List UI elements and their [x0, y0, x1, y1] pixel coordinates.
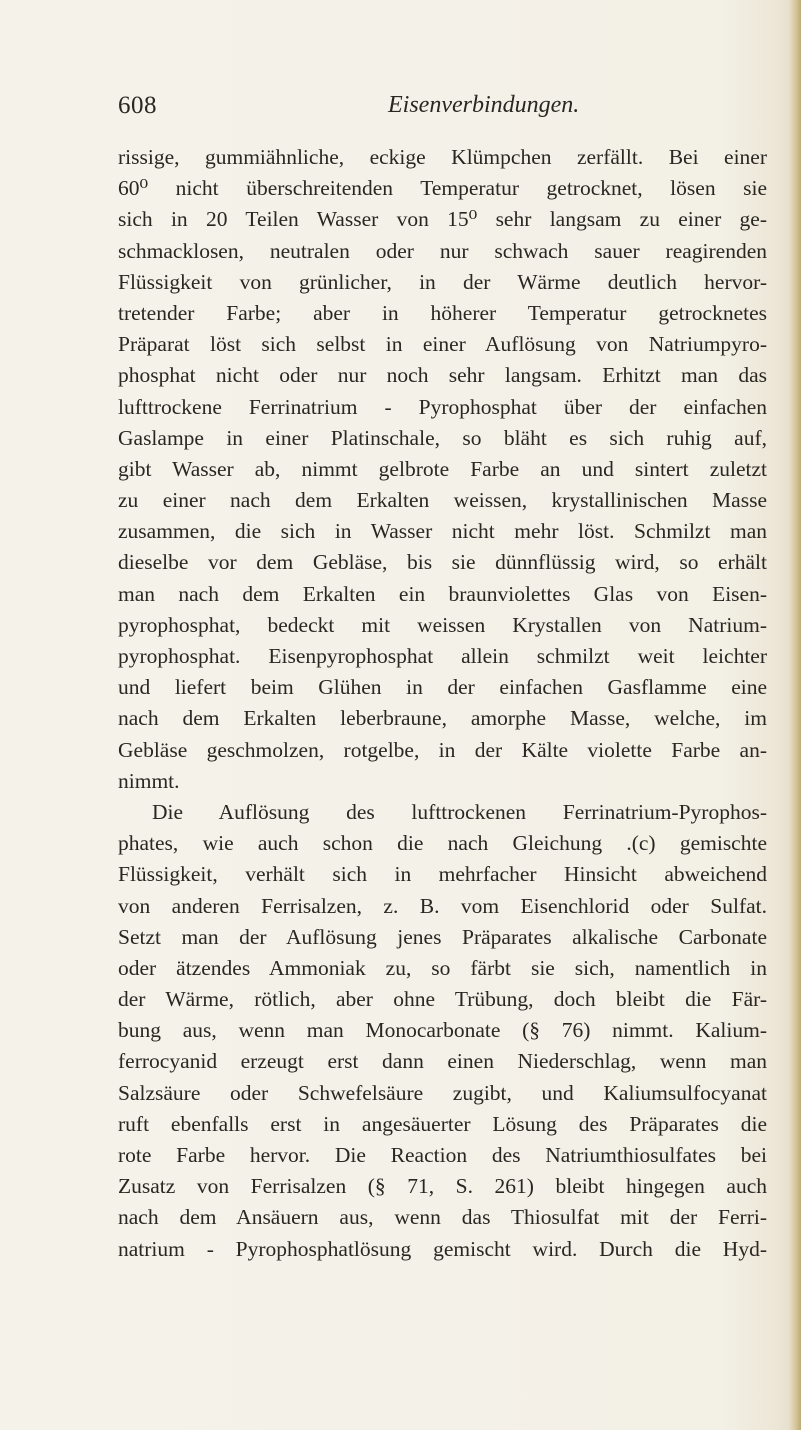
text-line: Gebläse geschmolzen, rotgelbe, in der Kälte violette Farbe an- — [118, 737, 767, 762]
text-line: 60⁰ nicht überschreitenden Temperatur getrocknet, lösen sie — [118, 176, 767, 201]
text-line: der Wärme, rötlich, aber ohne Trübung, doch bleibt die Fär- — [118, 987, 767, 1012]
text-line: zu einer nach dem Erkalten weissen, krystallinischen Masse — [118, 488, 767, 513]
text-line: nach dem Erkalten leberbraune, amorphe Masse, welche, im — [118, 706, 767, 731]
text-line: pyrophosphat. Eisenpyrophosphat allein schmilzt weit leichter — [118, 644, 767, 668]
page-number: 608 — [118, 92, 157, 119]
text-line: phates, wie auch schon die nach Gleichung .(c) gemischte — [118, 831, 767, 856]
text-line: nimmt. — [118, 768, 180, 793]
text-line: Gaslampe in einer Platinschale, so bläht es sich ruhig auf, — [118, 425, 767, 450]
text-line: nach dem Ansäuern aus, wenn das Thiosulfat mit der Ferri- — [118, 1205, 767, 1230]
text-line: Setzt man der Auflösung jenes Präparates alkalische Carbonate — [118, 924, 767, 949]
text-line: pyrophosphat, bedeckt mit weissen Krystallen von Natrium- — [118, 612, 767, 637]
text-line: oder ätzendes Ammoniak zu, so färbt sie sich, namentlich in — [118, 955, 767, 980]
text-line: und liefert beim Glühen in der einfachen Gasflamme eine — [118, 675, 767, 700]
text-line: Flüssigkeit, verhält sich in mehrfacher Hinsicht abweichend — [118, 862, 767, 887]
text-line: Zusatz von Ferrisalzen (§ 71, S. 261) bleibt hingegen auch — [118, 1174, 767, 1199]
text-line: dieselbe vor dem Gebläse, bis sie dünnflüssig wird, so erhält — [118, 550, 767, 575]
text-line: rote Farbe hervor. Die Reaction des Natriumthiosulfates bei — [118, 1143, 767, 1167]
text-line: gibt Wasser ab, nimmt gelbrote Farbe an und sintert zuletzt — [118, 456, 767, 481]
text-line: ferrocyanid erzeugt erst dann einen Niederschlag, wenn man — [118, 1049, 767, 1074]
text-line: phosphat nicht oder nur noch sehr langsam. Erhitzt man das — [118, 363, 767, 388]
text-line: Die Auflösung des lufttrockenen Ferrinatrium-Pyrophos- — [152, 799, 767, 824]
running-head: Eisenverbindungen. — [388, 92, 580, 118]
body-text — [118, 142, 767, 1265]
text-line: tretender Farbe; aber in höherer Temperatur getrocknetes — [118, 300, 767, 325]
text-line: sich in 20 Teilen Wasser von 15⁰ sehr langsam zu einer ge- — [118, 207, 767, 232]
text-line: Salzsäure oder Schwefelsäure zugibt, und Kaliumsulfocyanat — [118, 1080, 767, 1105]
page-edge-shadow — [789, 0, 801, 1430]
text-line: ruft ebenfalls erst in angesäuerter Lösung des Präparates die — [118, 1111, 767, 1136]
text-line: Flüssigkeit von grünlicher, in der Wärme deutlich hervor- — [118, 269, 767, 294]
text-line: von anderen Ferrisalzen, z. B. vom Eisenchlorid oder Sulfat. — [118, 893, 767, 918]
text-line: schmacklosen, neutralen oder nur schwach sauer reagirenden — [118, 238, 767, 263]
text-line: rissige, gummiähnliche, eckige Klümpchen zerfällt. Bei einer — [118, 145, 767, 169]
text-line: Präparat löst sich selbst in einer Auflösung von Natriumpyro- — [118, 332, 767, 357]
text-line: natrium - Pyrophosphatlösung gemischt wird. Durch die Hyd- — [118, 1236, 767, 1261]
text-line: zusammen, die sich in Wasser nicht mehr löst. Schmilzt man — [118, 519, 767, 544]
text-line: lufttrockene Ferrinatrium - Pyrophosphat über der einfachen — [118, 394, 767, 419]
page-header — [118, 92, 778, 128]
text-line: bung aus, wenn man Monocarbonate (§ 76) nimmt. Kalium- — [118, 1018, 767, 1043]
text-line: man nach dem Erkalten ein braunviolettes Glas von Eisen- — [118, 581, 767, 606]
